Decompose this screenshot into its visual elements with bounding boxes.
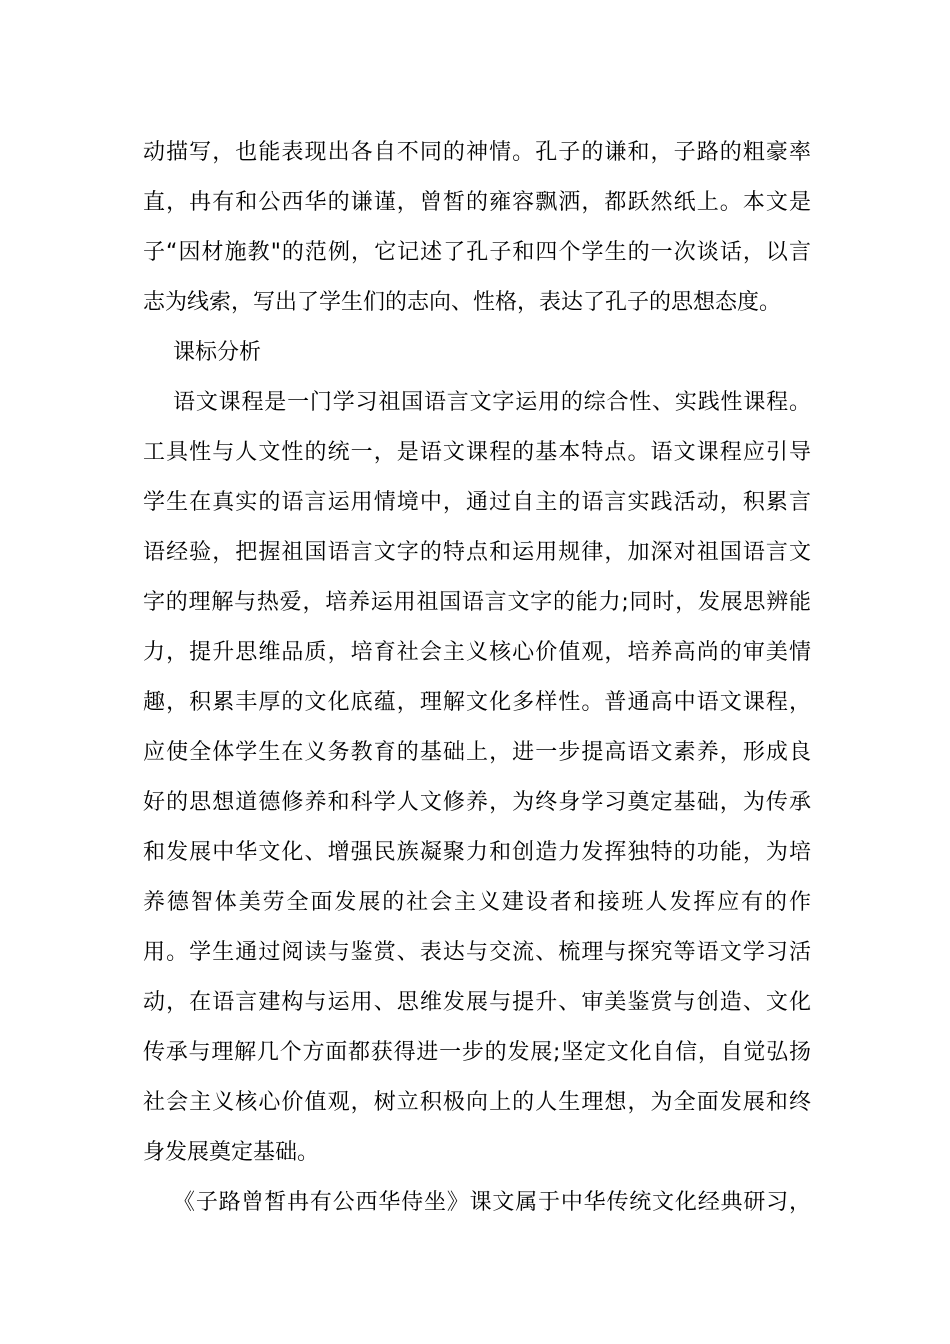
paragraph-2-line-9: 好的思想道德修养和科学人文修养，为终身学习奠定基础，为传承 — [143, 790, 811, 815]
document-body — [143, 128, 811, 1228]
paragraph-2-line-2: 工具性与人文性的统一，是语文课程的基本特点。语文课程应引导 — [143, 440, 811, 465]
paragraph-1-line-4: 志为线索，写出了学生们的志向、性格，表达了孔子的思想态度。 — [143, 290, 782, 315]
paragraph-2-line-14: 传承与理解几个方面都获得进一步的发展;坚定文化自信，自觉弘扬 — [143, 1040, 811, 1065]
paragraph-1-line-1: 动描写，也能表现出各自不同的神情。孔子的谦和，子路的粗豪率 — [143, 140, 811, 165]
paragraph-2-line-12: 用。学生通过阅读与鉴赏、表达与交流、梳理与探究等语文学习活 — [143, 940, 811, 965]
paragraph-1-line-3: 子“因材施教"的范例，它记述了孔子和四个学生的一次谈话，以言 — [143, 240, 811, 265]
paragraph-3-line-1: 《子路曾皙冉有公西华侍坐》课文属于中华传统文化经典研习， — [173, 1190, 811, 1215]
paragraph-2-line-5: 字的理解与热爱，培养运用祖国语言文字的能力;同时，发展思辨能 — [143, 590, 811, 615]
paragraph-1-line-2: 直，冉有和公西华的谦谨，曾皙的雍容飘洒，都跃然纸上。本文是 — [143, 190, 811, 215]
paragraph-2-line-4: 语经验，把握祖国语言文字的特点和运用规律，加深对祖国语言文 — [143, 540, 811, 565]
section-heading: 课标分析 — [173, 340, 262, 365]
paragraph-2-line-13: 动，在语言建构与运用、思维发展与提升、审美鉴赏与创造、文化 — [143, 990, 811, 1015]
paragraph-2-line-1: 语文课程是一门学习祖国语言文字运用的综合性、实践性课程。 — [173, 390, 811, 415]
paragraph-2-line-16: 身发展奠定基础。 — [143, 1140, 320, 1165]
paragraph-2-line-15: 社会主义核心价值观，树立积极向上的人生理想，为全面发展和终 — [143, 1090, 811, 1115]
paragraph-2-line-11: 养德智体美劳全面发展的社会主义建设者和接班人发挥应有的作 — [143, 890, 811, 915]
paragraph-2-line-3: 学生在真实的语言运用情境中，通过自主的语言实践活动，积累言 — [143, 490, 811, 515]
paragraph-2-line-8: 应使全体学生在义务教育的基础上，进一步提高语文素养，形成良 — [143, 740, 811, 765]
paragraph-2-line-7: 趣，积累丰厚的文化底蕴，理解文化多样性。普通高中语文课程， — [143, 690, 811, 715]
paragraph-2-line-6: 力，提升思维品质，培育社会主义核心价值观，培养高尚的审美情 — [143, 640, 811, 665]
paragraph-2-line-10: 和发展中华文化、增强民族凝聚力和创造力发挥独特的功能，为培 — [143, 840, 811, 865]
